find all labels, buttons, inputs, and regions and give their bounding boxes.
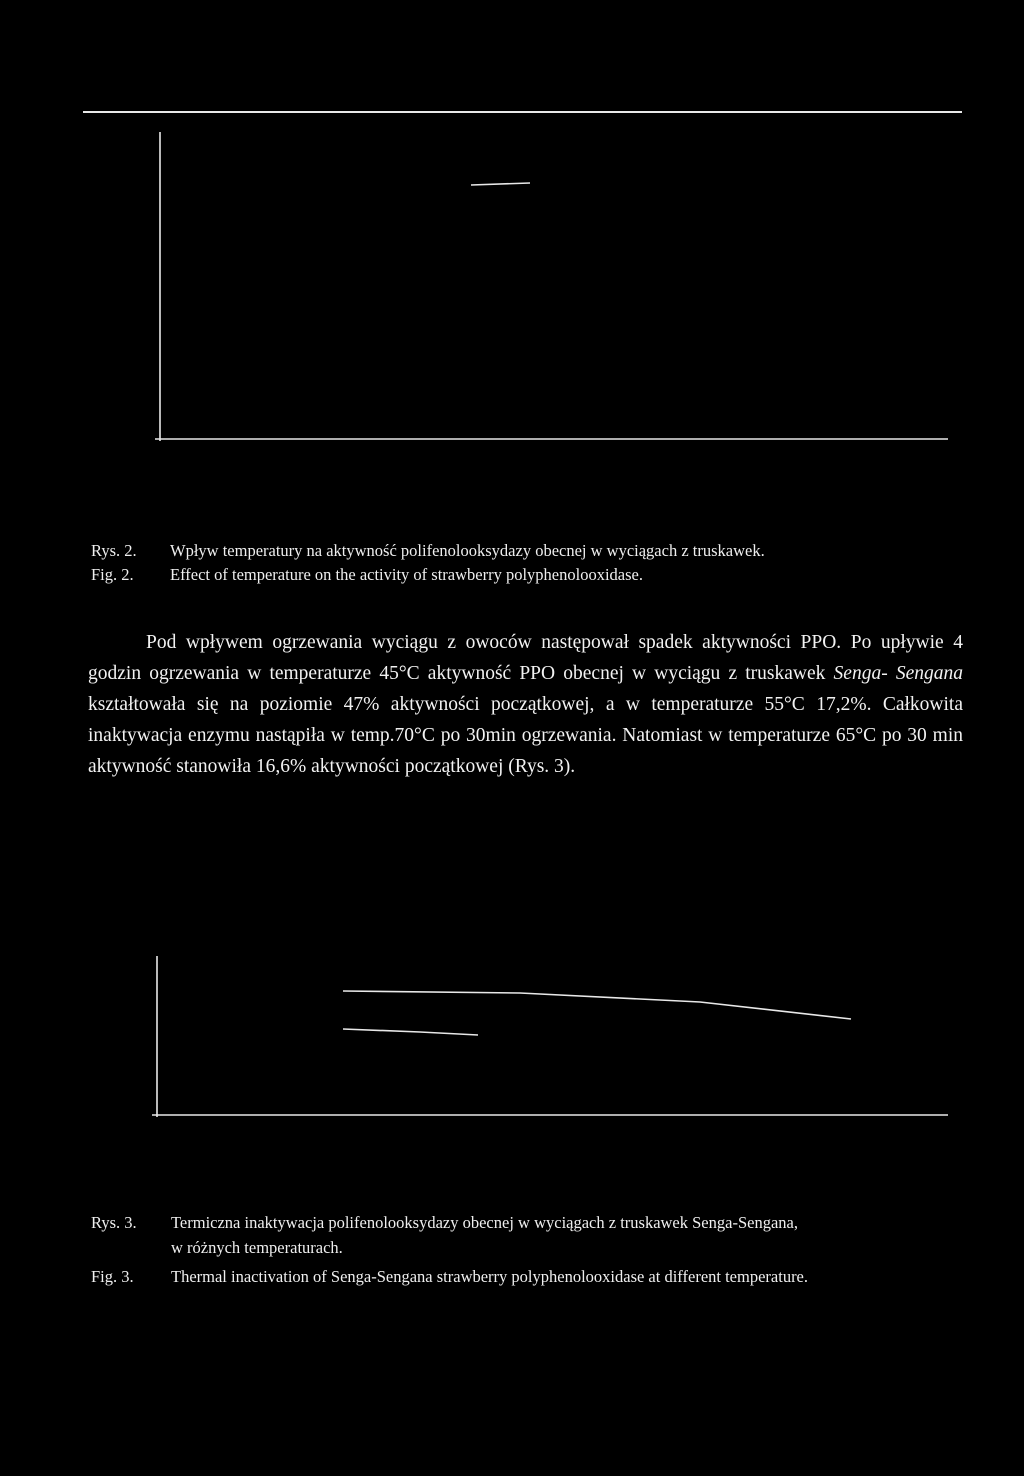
figure-2-caption-en-text: Effect of temperature on the activity of strawberry polyphenolooxidase. <box>170 565 643 584</box>
figure-2-caption <box>91 540 971 586</box>
figure-3-curve-upper <box>343 991 851 1019</box>
figure-3-caption-en-label: Fig. 3. <box>91 1267 134 1286</box>
paragraph-text-part1: Pod wpływem ogrzewania wyciągu z owoców następował spadek aktywności PPO. Po upływie 4 godzin ogrzewania w temperaturze 45°C aktywność PPO obecnej w wyciągu z truskawek <box>88 632 963 684</box>
figure-2-caption-en-label: Fig. 2. <box>91 565 134 584</box>
paragraph-variety-name: Senga- Sengana <box>833 663 963 684</box>
figure-3-caption <box>91 1212 991 1288</box>
figure-3-plot <box>0 940 1024 1140</box>
paragraph-text-part2: kształtowała się na poziomie 47% aktywności początkowej, a w temperaturze 55°C 17,2%. Całkowita inaktywacja enzymu nastąpiła w temp.70°C po 30min ogrzewania. Natomiast w temperaturze 65°C po 30 min aktywność stanowiła 16,6% aktywności początkowej (Rys. 3). <box>88 694 963 777</box>
figure-3-caption-pl-text-line2: w różnych temperaturach. <box>171 1238 343 1257</box>
figure-3-curve-lower <box>343 1029 478 1035</box>
figure-2-mark <box>471 183 530 185</box>
figure-3-caption-pl-text-line1: Termiczna inaktywacja polifenolooksydazy obecnej w wyciągach z truskawek Senga-Sengana, <box>171 1213 798 1232</box>
figure-2-plot <box>0 0 1024 470</box>
figure-3-caption-pl-label: Rys. 3. <box>91 1213 137 1232</box>
figure-2-caption-pl-label: Rys. 2. <box>91 541 137 560</box>
figure-3-caption-en-text: Thermal inactivation of Senga-Sengana strawberry polyphenolooxidase at different temperature. <box>171 1267 809 1286</box>
figure-2-caption-pl-text: Wpływ temperatury na aktywność polifenolooksydazy obecnej w wyciągach z truskawek. <box>170 541 765 560</box>
body-paragraph <box>88 627 963 782</box>
